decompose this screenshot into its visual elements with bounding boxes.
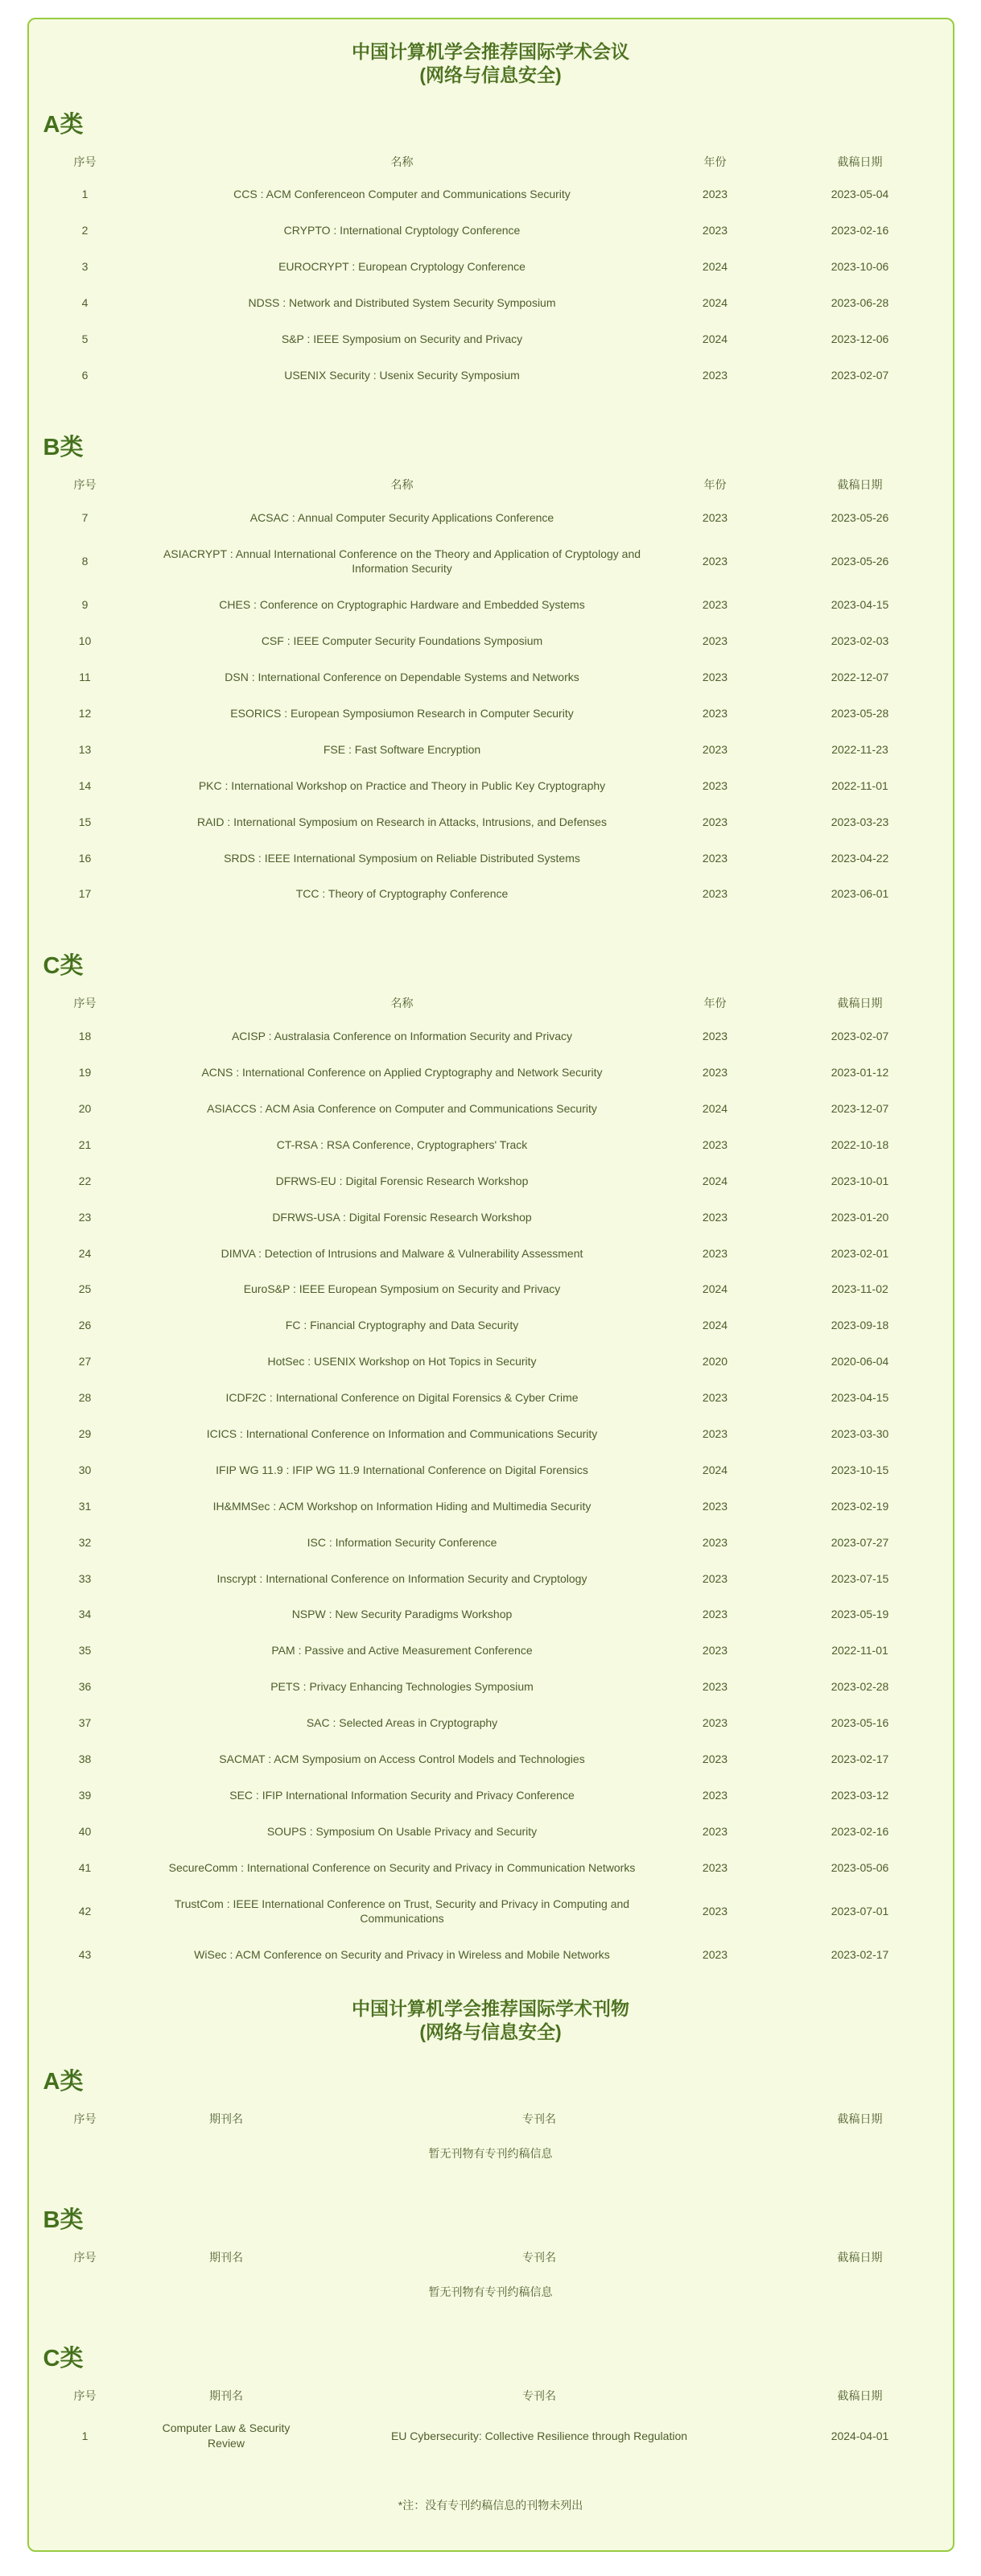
table-cell: 2023-02-17 <box>831 1948 889 1962</box>
table-cell: 2023-01-12 <box>831 1066 889 1080</box>
table-cell: 2023 <box>702 1788 728 1802</box>
table-cell: 23 <box>78 1210 92 1224</box>
table-cell: IH&MMSec : ACM Workshop on Information Hiding and Multimedia Security <box>212 1499 591 1513</box>
table-row <box>29 1199 953 1236</box>
table-cell: CT-RSA : RSA Conference, Cryptographers' Track <box>276 1137 528 1151</box>
table-cell: DSN : International Conference on Dependable Systems and Networks <box>225 671 579 684</box>
column-header: 年份 <box>703 997 727 1010</box>
journal-table-header-row <box>29 2381 953 2411</box>
table-cell: 22 <box>78 1174 92 1187</box>
conference-title-line1: 中国计算机学会推荐国际学术会议 <box>352 41 629 62</box>
column-header: 期刊名 <box>209 2388 243 2402</box>
table-cell: 13 <box>78 742 92 756</box>
table-row <box>29 1850 953 1886</box>
table-cell: 19 <box>78 1066 92 1080</box>
table-cell: 2024 <box>702 1463 728 1476</box>
conference-section <box>29 947 953 1973</box>
table-cell: 10 <box>78 634 92 648</box>
table-cell: 2023 <box>702 1680 728 1694</box>
table-cell: FSE : Fast Software Encryption <box>323 742 481 756</box>
table-cell: 30 <box>78 1463 92 1476</box>
table-cell: 2023 <box>702 1752 728 1766</box>
table-cell: 2023 <box>702 742 728 756</box>
table-row <box>29 804 953 840</box>
table-row <box>29 587 953 623</box>
table-cell: 2023-04-15 <box>831 1391 889 1405</box>
table-cell: 16 <box>78 851 92 865</box>
table-cell: 2023-10-01 <box>831 1174 889 1187</box>
column-header: 名称 <box>390 477 414 491</box>
table-cell: EUROCRYPT : European Cryptology Conference <box>278 260 526 274</box>
table-cell: 1 <box>81 188 89 201</box>
table-cell: 27 <box>78 1355 92 1368</box>
table-row <box>29 1018 953 1055</box>
table-row <box>29 1633 953 1669</box>
journal-section <box>29 2340 953 2462</box>
table-cell: 20 <box>78 1101 92 1115</box>
conference-table-header-row <box>29 989 953 1018</box>
table-cell: 2023 <box>702 1716 728 1730</box>
journal-section <box>29 2202 953 2305</box>
table-cell: ACSAC : Annual Computer Security Applications Conference <box>249 510 554 524</box>
table-cell: S&P : IEEE Symposium on Security and Privacy <box>281 332 523 345</box>
table-cell: WiSec : ACM Conference on Security and Privacy in Wireless and Mobile Networks <box>194 1948 610 1962</box>
table-cell: SOUPS : Symposium On Usable Privacy and Security <box>266 1824 538 1838</box>
ccf-recommendation-panel <box>27 18 954 2552</box>
table-cell: 2022-11-23 <box>831 742 888 756</box>
section-heading: A类 <box>43 2068 84 2095</box>
table-row <box>29 1937 953 1973</box>
footnote: *注：没有专刊约稿信息的刊物未列出 <box>398 2499 583 2512</box>
table-cell: 2024 <box>702 1319 728 1332</box>
table-cell: ISC : Information Security Conference <box>307 1535 497 1549</box>
journal-list-title <box>29 1997 953 2044</box>
table-cell: 2023 <box>702 368 728 382</box>
column-header: 序号 <box>73 2112 97 2125</box>
table-cell: 29 <box>78 1427 92 1440</box>
table-cell: HotSec : USENIX Workshop on Hot Topics in Security <box>267 1355 537 1368</box>
journal-sections <box>29 2063 953 2462</box>
table-cell: 2023-09-18 <box>831 1319 889 1332</box>
table-cell: Inscrypt : International Conference on Information Security and Cryptology <box>216 1571 587 1585</box>
table-cell: 25 <box>78 1282 92 1296</box>
empty-notice: 暂无刊物有专刊约稿信息 <box>428 2146 553 2160</box>
table-cell: 5 <box>81 332 89 345</box>
table-cell: 32 <box>78 1535 92 1549</box>
table-cell: 33 <box>78 1571 92 1585</box>
table-row <box>29 536 953 588</box>
section-heading: A类 <box>43 111 84 138</box>
table-row <box>29 768 953 804</box>
column-header: 序号 <box>73 2388 97 2402</box>
table-cell: 2023 <box>702 1246 728 1260</box>
table-row <box>29 1127 953 1163</box>
table-cell: 2024 <box>702 260 728 274</box>
table-cell: 2023 <box>702 1391 728 1405</box>
table-cell: SecureComm : International Conference on Security and Privacy in Communication Networks <box>168 1860 636 1874</box>
table-cell: 2023 <box>702 510 728 524</box>
table-cell: 43 <box>78 1948 92 1962</box>
table-row <box>29 1596 953 1633</box>
column-header: 专刊名 <box>522 2112 556 2125</box>
journal-section <box>29 2063 953 2166</box>
table-row <box>29 1741 953 1777</box>
table-cell: 39 <box>78 1788 92 1802</box>
table-row <box>29 1416 953 1452</box>
table-row <box>29 696 953 732</box>
column-header: 截稿日期 <box>837 997 883 1010</box>
table-cell: 34 <box>78 1608 92 1621</box>
table-cell: 2023-02-01 <box>831 1246 889 1260</box>
table-cell: 2023-02-17 <box>831 1752 889 1766</box>
column-header: 期刊名 <box>209 2112 243 2125</box>
table-cell: 2020 <box>702 1355 728 1368</box>
table-cell: 2023-02-28 <box>831 1680 889 1694</box>
table-cell: 2023 <box>702 706 728 720</box>
journal-title-line2: (网络与信息安全) <box>419 2021 562 2042</box>
table-row <box>29 285 953 321</box>
conference-section <box>29 106 953 394</box>
table-cell: ICDF2C : International Conference on Digital Forensics & Cyber Crime <box>225 1391 579 1405</box>
column-header: 截稿日期 <box>837 2250 883 2264</box>
section-heading: C类 <box>43 953 84 980</box>
table-cell: 17 <box>78 887 92 901</box>
table-row <box>29 1561 953 1597</box>
table-cell: 2023-11-02 <box>831 1282 888 1296</box>
table-cell: 2023 <box>702 851 728 865</box>
table-cell: 2024 <box>702 1101 728 1115</box>
table-cell: 37 <box>78 1716 92 1730</box>
table-cell: SEC : IFIP International Information Security and Privacy Conference <box>229 1788 575 1802</box>
table-cell: EU Cybersecurity: Collective Resilience through Regulation <box>390 2429 688 2442</box>
table-cell: 2022-11-01 <box>831 778 888 792</box>
table-cell: 2023 <box>702 1210 728 1224</box>
column-header: 截稿日期 <box>837 155 883 168</box>
column-header: 序号 <box>73 2250 97 2264</box>
section-heading: B类 <box>43 434 84 460</box>
table-cell: 2024 <box>702 332 728 345</box>
table-cell: 2024 <box>702 296 728 310</box>
journal-table-header-row <box>29 2104 953 2134</box>
table-cell: 42 <box>78 1905 92 1918</box>
empty-notice: 暂无刊物有专刊约稿信息 <box>428 2285 553 2298</box>
section-heading: C类 <box>43 2345 84 2372</box>
table-cell: 35 <box>78 1644 92 1657</box>
table-cell: 2023 <box>702 1608 728 1621</box>
table-cell: 1 <box>81 2429 89 2442</box>
table-row <box>29 1886 953 1938</box>
table-cell: 2020-06-04 <box>831 1355 889 1368</box>
table-cell: 2023-05-16 <box>831 1716 889 1730</box>
table-cell: 36 <box>78 1680 92 1694</box>
table-row <box>29 1236 953 1272</box>
table-cell: 2023-07-27 <box>831 1535 889 1549</box>
table-cell: 8 <box>81 554 89 568</box>
table-cell: 2023-05-26 <box>831 554 889 568</box>
table-cell: 2023 <box>702 1824 728 1838</box>
table-cell: 31 <box>78 1499 92 1513</box>
table-cell: 7 <box>81 510 89 524</box>
table-cell: 15 <box>78 815 92 828</box>
table-cell: PAM : Passive and Active Measurement Conference <box>271 1644 533 1657</box>
table-cell: 2 <box>81 224 89 237</box>
table-cell: PETS : Privacy Enhancing Technologies Symposium <box>270 1680 534 1694</box>
table-cell: 2023-02-16 <box>831 1824 889 1838</box>
table-cell: 14 <box>78 778 92 792</box>
table-cell: 40 <box>78 1824 92 1838</box>
table-cell: CHES : Conference on Cryptographic Hardware and Embedded Systems <box>219 598 585 612</box>
section-heading: B类 <box>43 2207 84 2233</box>
table-row <box>29 321 953 357</box>
table-cell: 2023-12-06 <box>831 332 889 345</box>
table-cell: 2024 <box>702 1174 728 1187</box>
table-cell: 28 <box>78 1391 92 1405</box>
table-row <box>29 1380 953 1416</box>
table-cell: 2023-02-07 <box>831 1030 889 1043</box>
table-cell: 2022-12-07 <box>831 671 889 684</box>
table-cell: 2023 <box>702 1860 728 1874</box>
column-header: 序号 <box>73 997 97 1010</box>
conference-table-header-row <box>29 470 953 500</box>
table-cell: 3 <box>81 260 89 274</box>
table-cell: 2023-05-19 <box>831 1608 889 1621</box>
table-cell: 2023-05-04 <box>831 188 889 201</box>
conference-sections <box>29 106 953 1974</box>
table-cell: 2023-04-22 <box>831 851 889 865</box>
table-row <box>29 1163 953 1199</box>
table-cell: 2023-03-12 <box>831 1788 889 1802</box>
table-cell: 38 <box>78 1752 92 1766</box>
table-row <box>29 357 953 394</box>
table-row <box>29 1271 953 1307</box>
table-cell: RAID : International Symposium on Research in Attacks, Intrusions, and Defenses <box>197 815 607 828</box>
table-cell: 2023 <box>702 1644 728 1657</box>
table-cell: 2023-10-06 <box>831 260 889 274</box>
table-cell: SRDS : IEEE International Symposium on Reliable Distributed Systems <box>224 851 580 865</box>
table-cell: ASIACRYPT : Annual International Conference on the Theory and Application of Cryptology and Information Security <box>163 547 641 576</box>
table-cell: 2023-02-19 <box>831 1499 889 1513</box>
table-cell: IFIP WG 11.9 : IFIP WG 11.9 International Conference on Digital Forensics <box>216 1463 588 1476</box>
table-cell: 2023 <box>702 188 728 201</box>
table-row <box>29 623 953 659</box>
table-cell: 2023-07-15 <box>831 1571 889 1585</box>
conference-list-title <box>29 40 953 87</box>
table-row <box>29 213 953 249</box>
column-header: 期刊名 <box>209 2250 243 2264</box>
table-cell: 11 <box>79 671 91 684</box>
table-cell: 21 <box>78 1137 92 1151</box>
table-cell: 2023-02-16 <box>831 224 889 237</box>
table-cell: Computer Law & Security Review <box>162 2421 291 2450</box>
table-cell: 41 <box>78 1860 92 1874</box>
table-cell: 2023 <box>702 1427 728 1440</box>
table-row <box>29 659 953 696</box>
table-cell: 4 <box>81 296 89 310</box>
table-cell: CSF : IEEE Computer Security Foundations Symposium <box>261 634 543 648</box>
conference-section <box>29 429 953 913</box>
table-cell: DFRWS-EU : Digital Forensic Research Workshop <box>275 1174 529 1187</box>
table-cell: SACMAT : ACM Symposium on Access Control Models and Technologies <box>219 1752 585 1766</box>
table-row <box>29 1814 953 1850</box>
table-cell: 2023 <box>702 1905 728 1918</box>
table-cell: 2022-10-18 <box>831 1137 889 1151</box>
table-cell: 2023 <box>702 598 728 612</box>
table-cell: DIMVA : Detection of Intrusions and Malware & Vulnerability Assessment <box>221 1246 583 1260</box>
column-header: 序号 <box>73 477 97 491</box>
table-row <box>29 876 953 912</box>
table-cell: 2023 <box>702 1948 728 1962</box>
table-cell: 2023 <box>702 887 728 901</box>
table-cell: 2023-12-07 <box>831 1101 889 1115</box>
column-header: 专刊名 <box>522 2250 556 2264</box>
table-cell: 24 <box>78 1246 92 1260</box>
table-cell: ACISP : Australasia Conference on Information Security and Privacy <box>231 1030 573 1043</box>
journal-title-line1: 中国计算机学会推荐国际学术刊物 <box>352 1998 629 2020</box>
table-cell: 2023-07-01 <box>831 1905 889 1918</box>
column-header: 序号 <box>73 155 97 168</box>
table-cell: 2023 <box>702 224 728 237</box>
table-cell: USENIX Security : Usenix Security Symposium <box>284 368 520 382</box>
table-cell: 2023 <box>702 1535 728 1549</box>
table-cell: 2023 <box>702 1137 728 1151</box>
table-cell: 2022-11-01 <box>831 1644 888 1657</box>
table-cell: 2023-05-28 <box>831 706 889 720</box>
table-row <box>29 840 953 877</box>
table-cell: 2023-02-07 <box>831 368 889 382</box>
table-row <box>29 1488 953 1525</box>
table-row <box>29 732 953 768</box>
table-cell: 2023 <box>702 1499 728 1513</box>
table-cell: 18 <box>78 1030 92 1043</box>
table-cell: 2023 <box>702 634 728 648</box>
table-cell: DFRWS-USA : Digital Forensic Research Workshop <box>272 1210 532 1224</box>
table-cell: CCS : ACM Conferenceon Computer and Communications Security <box>233 188 571 201</box>
journal-table-header-row <box>29 2243 953 2273</box>
table-cell: 2023 <box>702 778 728 792</box>
table-cell: EuroS&P : IEEE European Symposium on Security and Privacy <box>243 1282 561 1296</box>
column-header: 截稿日期 <box>837 2112 883 2125</box>
table-cell: 6 <box>81 368 89 382</box>
table-row <box>29 500 953 536</box>
table-row <box>29 2410 953 2462</box>
table-cell: FC : Financial Cryptography and Data Security <box>285 1319 519 1332</box>
table-cell: NSPW : New Security Paradigms Workshop <box>291 1608 513 1621</box>
table-cell: 2023-06-28 <box>831 296 889 310</box>
table-cell: 2023-03-23 <box>831 815 889 828</box>
table-row <box>29 176 953 213</box>
table-row <box>29 1344 953 1380</box>
table-cell: NDSS : Network and Distributed System Security Symposium <box>248 296 556 310</box>
table-row <box>29 1055 953 1091</box>
column-header: 年份 <box>703 155 727 168</box>
table-cell: 2023-05-06 <box>831 1860 889 1874</box>
table-cell: 2023-04-15 <box>831 598 889 612</box>
conference-table-header-row <box>29 147 953 177</box>
table-cell: 2023-01-20 <box>831 1210 889 1224</box>
table-cell: ICICS : International Conference on Information and Communications Security <box>206 1427 598 1440</box>
table-cell: ACNS : International Conference on Applied Cryptography and Network Security <box>201 1066 603 1080</box>
table-cell: 2023-02-03 <box>831 634 889 648</box>
table-row <box>29 1525 953 1561</box>
table-cell: 2023 <box>702 815 728 828</box>
table-row <box>29 1091 953 1127</box>
table-cell: SAC : Selected Areas in Cryptography <box>306 1716 498 1730</box>
table-cell: ESORICS : European Symposiumon Research in Computer Security <box>230 706 574 720</box>
table-row <box>29 1452 953 1488</box>
table-row <box>29 1307 953 1344</box>
table-cell: 2023-05-26 <box>831 510 889 524</box>
table-cell: 2023-06-01 <box>831 887 889 901</box>
table-row <box>29 1669 953 1705</box>
table-cell: TrustCom : IEEE International Conference on Trust, Security and Privacy in Computing and Communications <box>174 1897 630 1926</box>
column-header: 名称 <box>390 997 414 1010</box>
column-header: 专刊名 <box>522 2388 556 2402</box>
table-cell: 2023 <box>702 1066 728 1080</box>
table-cell: 2023-10-15 <box>831 1463 889 1476</box>
table-cell: ASIACCS : ACM Asia Conference on Computer and Communications Security <box>207 1101 597 1115</box>
table-row <box>29 249 953 285</box>
table-cell: 9 <box>81 598 89 612</box>
table-cell: 2024 <box>702 1282 728 1296</box>
table-cell: 2023 <box>702 671 728 684</box>
table-cell: 26 <box>78 1319 92 1332</box>
table-cell: CRYPTO : International Cryptology Conference <box>283 224 521 237</box>
table-cell: 2023 <box>702 1030 728 1043</box>
table-row <box>29 1705 953 1741</box>
column-header: 年份 <box>703 477 727 491</box>
table-row <box>29 1777 953 1814</box>
table-cell: 2023 <box>702 554 728 568</box>
table-cell: 12 <box>78 706 92 720</box>
table-cell: PKC : International Workshop on Practice and Theory in Public Key Cryptography <box>198 778 606 792</box>
column-header: 截稿日期 <box>837 477 883 491</box>
conference-title-line2: (网络与信息安全) <box>419 64 562 85</box>
column-header: 名称 <box>390 155 414 168</box>
table-cell: 2023 <box>702 1571 728 1585</box>
table-cell: 2024-04-01 <box>831 2429 889 2442</box>
table-cell: 2023-03-30 <box>831 1427 889 1440</box>
column-header: 截稿日期 <box>837 2388 883 2402</box>
table-cell: TCC : Theory of Cryptography Conference <box>295 887 509 901</box>
